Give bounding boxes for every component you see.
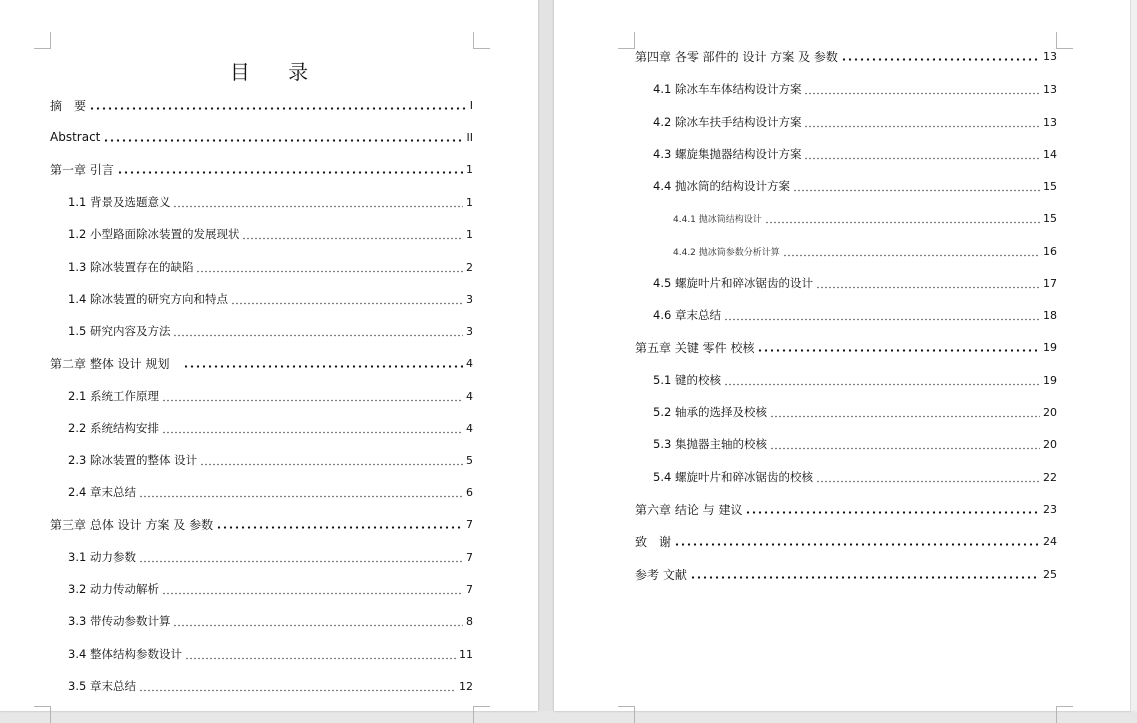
toc-page-number: 12 (459, 679, 473, 693)
dot-leader (793, 180, 1040, 192)
margin-corner-mark (34, 32, 51, 49)
toc-page-number: 17 (1043, 276, 1057, 290)
toc-entry-section[interactable] (653, 467, 1057, 487)
toc-page-number: 23 (1043, 502, 1057, 516)
toc-page-number: I (469, 98, 473, 112)
toc-page-number: 8 (466, 614, 473, 628)
dot-leader (804, 83, 1040, 95)
dot-leader (173, 615, 463, 627)
toc-entry-text: 1.2 小型路面除冰装置的发展现状 (68, 227, 240, 241)
toc-page-number: 1 (466, 162, 473, 176)
toc-entry-section[interactable] (653, 273, 1057, 293)
margin-corner-mark (1056, 32, 1073, 49)
toc-page-number: 7 (466, 550, 473, 564)
toc-entry-text: 1.4 除冰装置的研究方向和特点 (68, 292, 228, 306)
toc-page-number: 1 (466, 227, 473, 241)
toc-page-number: 20 (1043, 437, 1057, 451)
toc-page-number: 25 (1043, 567, 1057, 581)
toc-entry-section[interactable] (68, 579, 473, 599)
dot-leader (765, 212, 1040, 224)
toc-page-number: 13 (1043, 49, 1057, 63)
toc-entry-text: 5.3 集抛器主轴的校核 (653, 437, 767, 451)
toc-entry-section[interactable] (653, 79, 1057, 99)
toc-entry-text: 第三章 总体 设计 方案 及 参数 (50, 517, 214, 532)
toc-entry-subsection[interactable] (673, 241, 1057, 261)
margin-corner-mark (473, 706, 490, 723)
toc-page-number: 20 (1043, 405, 1057, 419)
dot-leader (745, 503, 1040, 515)
toc-entry-text: 3.3 带传动参数计算 (68, 614, 171, 628)
dot-leader (117, 163, 463, 175)
toc-page-number: 6 (466, 485, 473, 499)
toc-entry-text: 4.6 章末总结 (653, 308, 721, 322)
toc-page-number: 13 (1043, 115, 1057, 129)
toc-entry-section[interactable] (653, 370, 1057, 390)
toc-entry-chapter-5[interactable] (635, 337, 1057, 357)
toc-entry-section[interactable] (68, 192, 473, 212)
toc-entry-text: 3.2 动力传动解析 (68, 582, 159, 596)
toc-entry-acknowledgements[interactable] (635, 531, 1057, 551)
toc-entry-text: 第二章 整体 设计 规划 (50, 356, 170, 371)
dot-leader (196, 261, 463, 273)
toc-entry-section[interactable] (653, 112, 1057, 132)
dot-leader (816, 471, 1040, 483)
toc-entry-text: 2.1 系统工作原理 (68, 389, 159, 403)
toc-entry-chapter-6[interactable] (635, 499, 1057, 519)
toc-entry-text: 第一章 引言 (50, 162, 114, 177)
margin-corner-mark (473, 32, 490, 49)
toc-entry-section[interactable] (68, 289, 473, 309)
toc-entry-text: 4.5 螺旋叶片和碎冰锯齿的设计 (653, 276, 813, 290)
toc-entry-section[interactable] (68, 676, 473, 696)
toc-entry-section[interactable] (68, 611, 473, 631)
dot-leader (816, 277, 1040, 289)
toc-entry-abstract-cn[interactable] (50, 95, 473, 115)
dot-leader (216, 518, 463, 530)
dot-leader (770, 438, 1040, 450)
toc-entry-text: 第四章 各零 部件的 设计 方案 及 参数 (635, 49, 838, 64)
toc-entry-text: 第五章 关键 零件 校核 (635, 340, 755, 355)
dot-leader (674, 535, 1040, 547)
toc-entry-text: 1.3 除冰装置存在的缺陷 (68, 260, 194, 274)
toc-page-number: 7 (466, 517, 473, 531)
toc-entry-text: 3.5 章末总结 (68, 679, 136, 693)
toc-page-number: 19 (1043, 340, 1057, 354)
toc-entry-text: 第六章 结论 与 建议 (635, 502, 743, 517)
toc-page-number: 22 (1043, 470, 1057, 484)
toc-page-number: 4 (466, 389, 473, 403)
page-gap (538, 0, 554, 711)
toc-entry-chapter-4[interactable] (635, 46, 1057, 66)
dot-leader (242, 228, 463, 240)
toc-entry-text: 2.3 除冰装置的整体 设计 (68, 453, 198, 467)
dot-leader (162, 390, 463, 402)
toc-entry-section[interactable] (68, 644, 473, 664)
toc-entry-section[interactable] (653, 434, 1057, 454)
dot-leader (162, 583, 463, 595)
toc-entry-references[interactable] (635, 564, 1057, 584)
toc-entry-text: 4.2 除冰车扶手结构设计方案 (653, 115, 802, 129)
toc-entry-text: 1.5 研究内容及方法 (68, 324, 171, 338)
dot-leader (757, 341, 1040, 353)
toc-entry-section[interactable] (68, 450, 473, 470)
toc-page-number: 1 (466, 195, 473, 209)
toc-page-number: 2 (466, 260, 473, 274)
toc-page-number: 4 (466, 421, 473, 435)
toc-entry-chapter-2[interactable] (50, 353, 473, 373)
toc-page-number: 3 (466, 292, 473, 306)
toc-page-number: 15 (1043, 179, 1057, 193)
dot-leader (724, 309, 1040, 321)
toc-entry-text: 2.4 章末总结 (68, 485, 136, 499)
toc-entry-text: 5.1 键的校核 (653, 373, 721, 387)
toc-entry-section[interactable] (68, 386, 473, 406)
dot-leader (200, 454, 463, 466)
toc-entry-section[interactable] (68, 321, 473, 341)
toc-entry-text: Abstract (50, 130, 101, 144)
dot-leader (841, 50, 1040, 62)
toc-entry-subsection[interactable] (673, 208, 1057, 228)
toc-entry-text: 摘 要 (50, 98, 87, 113)
toc-entry-text: 致 谢 (635, 534, 672, 549)
toc-entry-section[interactable] (68, 418, 473, 438)
toc-entry-text: 参考 文献 (635, 567, 687, 582)
margin-corner-mark (1056, 706, 1073, 723)
toc-entry-section[interactable] (68, 257, 473, 277)
dot-leader (783, 245, 1040, 257)
toc-page-number: 14 (1043, 147, 1057, 161)
toc-entry-text: 4.1 除冰车车体结构设计方案 (653, 82, 802, 96)
dot-leader (690, 568, 1040, 580)
toc-entry-text: 3.1 动力参数 (68, 550, 136, 564)
toc-entry-section[interactable] (653, 176, 1057, 196)
toc-title: 目 录 (229, 60, 325, 84)
toc-entry-chapter-1[interactable] (50, 159, 473, 179)
dot-leader (804, 116, 1040, 128)
vertical-scrollbar[interactable] (1130, 0, 1137, 711)
toc-page-number: 11 (459, 647, 473, 661)
margin-corner-mark (34, 706, 51, 723)
toc-page-number: 18 (1043, 308, 1057, 322)
toc-page-number: 4 (466, 356, 473, 370)
toc-entry-text: 2.2 系统结构安排 (68, 421, 159, 435)
dot-leader (724, 374, 1040, 386)
toc-entry-text: 4.3 螺旋集抛器结构设计方案 (653, 147, 802, 161)
toc-page-number: 15 (1043, 211, 1057, 225)
dot-leader (162, 422, 463, 434)
toc-page-number: 16 (1043, 244, 1057, 258)
dot-leader (183, 357, 463, 369)
toc-page-number: 13 (1043, 82, 1057, 96)
toc-entry-text: 4.4.2 抛冰筒参数分析计算 (673, 247, 780, 258)
toc-page-number: II (466, 130, 473, 144)
toc-page-number: 5 (466, 453, 473, 467)
dot-leader (770, 406, 1040, 418)
toc-entry-section[interactable] (68, 547, 473, 567)
toc-entry-text: 5.2 轴承的选择及校核 (653, 405, 767, 419)
toc-entry-section[interactable] (653, 402, 1057, 422)
margin-corner-mark (618, 706, 635, 723)
margin-corner-mark (618, 32, 635, 49)
toc-entry-abstract-en[interactable] (50, 127, 473, 147)
dot-leader (804, 148, 1040, 160)
dot-leader (173, 325, 463, 337)
dot-leader (139, 551, 463, 563)
toc-entry-section[interactable] (68, 482, 473, 502)
toc-entry-text: 5.4 螺旋叶片和碎冰锯齿的校核 (653, 470, 813, 484)
toc-entry-text: 4.4 抛冰筒的结构设计方案 (653, 179, 790, 193)
dot-leader (139, 486, 463, 498)
toc-entry-section[interactable] (653, 305, 1057, 325)
dot-leader (89, 99, 467, 111)
toc-page-number: 3 (466, 324, 473, 338)
toc-entry-section[interactable] (653, 144, 1057, 164)
dot-leader (173, 196, 463, 208)
dot-leader (103, 131, 463, 143)
dot-leader (139, 680, 456, 692)
toc-entry-section[interactable] (68, 224, 473, 244)
toc-page-number: 24 (1043, 534, 1057, 548)
toc-entry-text: 4.4.1 抛冰筒结构设计 (673, 214, 762, 225)
toc-page-number: 19 (1043, 373, 1057, 387)
toc-entry-chapter-3[interactable] (50, 514, 473, 534)
toc-entry-text: 3.4 整体结构参数设计 (68, 647, 182, 661)
dot-leader (231, 293, 463, 305)
dot-leader (185, 648, 456, 660)
toc-entry-text: 1.1 背景及选题意义 (68, 195, 171, 209)
toc-page-number: 7 (466, 582, 473, 596)
